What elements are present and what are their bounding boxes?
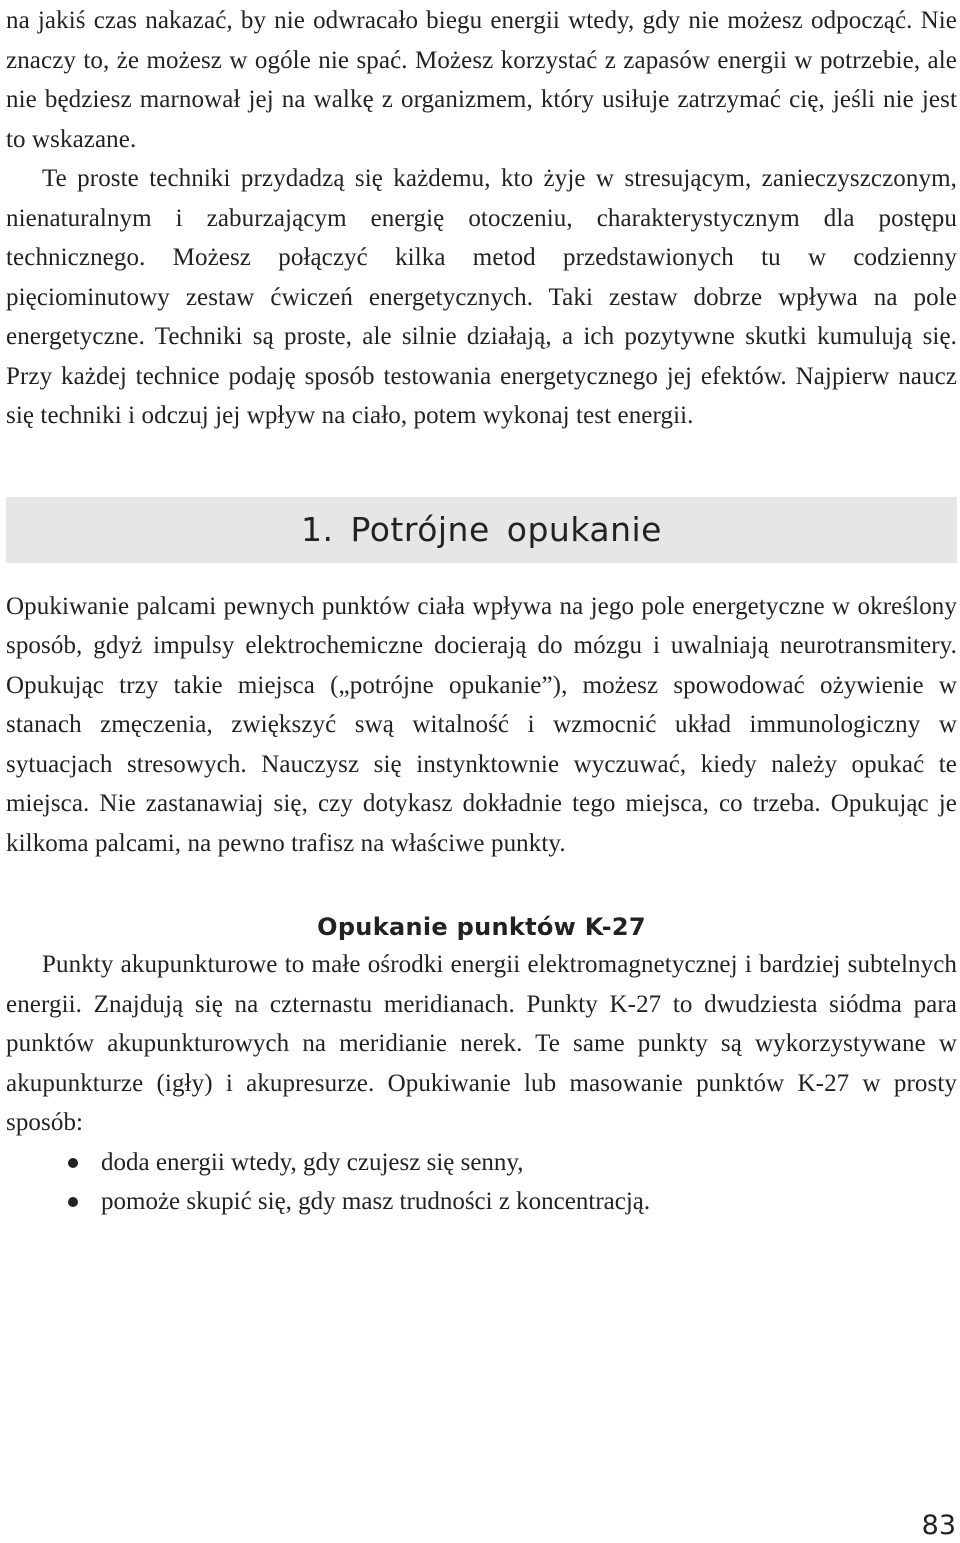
list-item [6,1182,957,1222]
page-number: 83 [921,1510,956,1541]
list-item-text: pomoże skupić się, gdy masz trudności z koncentracją. [101,1188,651,1215]
chapter-paragraph: Opukiwanie palcami pewnych punktów ciała wpływa na jego pole energetyczne w określony sposób, gdyż impulsy elektrochemiczne docierają do mózgu i uwalniają neurotransmitery. Opukując trzy takie miejsca („potrójne opukanie”), możesz spowodować ożywienie w stanach zmęczenia, zwiększyć swą witalność i wzmocnić układ immunologiczny w sytuacjach stresowych. Nauczysz się instynktownie wyczuwać, kiedy należy opukać te miejsca. Nie zastanawiaj się, czy dotykasz dokładnie tego miejsca, co trzeba. Opukując je kilkoma palcami, na pewno trafisz na właściwe punkty. [6,592,957,857]
intro-text [6,0,957,436]
list-item-text: doda energii wtedy, gdy czujesz się senny, [101,1148,524,1176]
chapter-heading-bar [6,497,957,563]
list-item [6,1143,957,1183]
bullet-icon [68,1197,78,1207]
bullet-list [6,1143,957,1222]
intro-paragraph-techniques: Te proste techniki przydadzą się każdemu, kto żyje w stresującym, zanieczyszczonym, nienaturalnym i zaburzającym energię otoczeniu, charakterystycznym dla postępu technicznego. Możesz połączyć kilka metod przedstawionych tu w codzienny pięciominutowy zestaw ćwiczeń energetycznych. Taki zestaw dobrze wpływa na pole energetyczne. Techniki są proste, ale silnie działają, a ich pozytywne skutki kumulują się. Przy każdej technice podaję sposób testowania energetycznego jej efektów. Najpierw naucz się techniki i odczuj jej wpływ na ciało, potem wykonaj test energii. [6,165,957,429]
section-body [6,945,957,1222]
bullet-icon [68,1158,78,1168]
section-heading: Opukanie punktów K-27 [317,913,646,941]
section-paragraph: Punkty akupunkturowe to małe ośrodki energii elektromagnetycznej i bardziej subtelnych energii. Znajdują się na czternastu meridianach. Punkty K-27 to dwudziesta siódma para punktów akupunkturowych na meridianie nerek. Te same punkty są wykorzystywane w akupunkturze (igły) i akupresurze. Opukiwanie lub masowanie punktów K-27 w prosty sposób: [6,951,957,1136]
intro-paragraph-continued: na jakiś czas nakazać, by nie odwracało biegu energii wtedy, gdy nie możesz odpocząć. Nie znaczy to, że możesz w ogóle nie spać. Możesz korzystać z zapasów energii w potrzebie, ale nie będziesz marnował jej na walkę z organizmem, który usiłuje zatrzymać cię, jeśli nie jest to wskazane. [6,7,957,153]
chapter-title: 1. Potrójne opukanie [301,510,662,549]
chapter-body [6,587,957,864]
page-content [6,0,957,1222]
